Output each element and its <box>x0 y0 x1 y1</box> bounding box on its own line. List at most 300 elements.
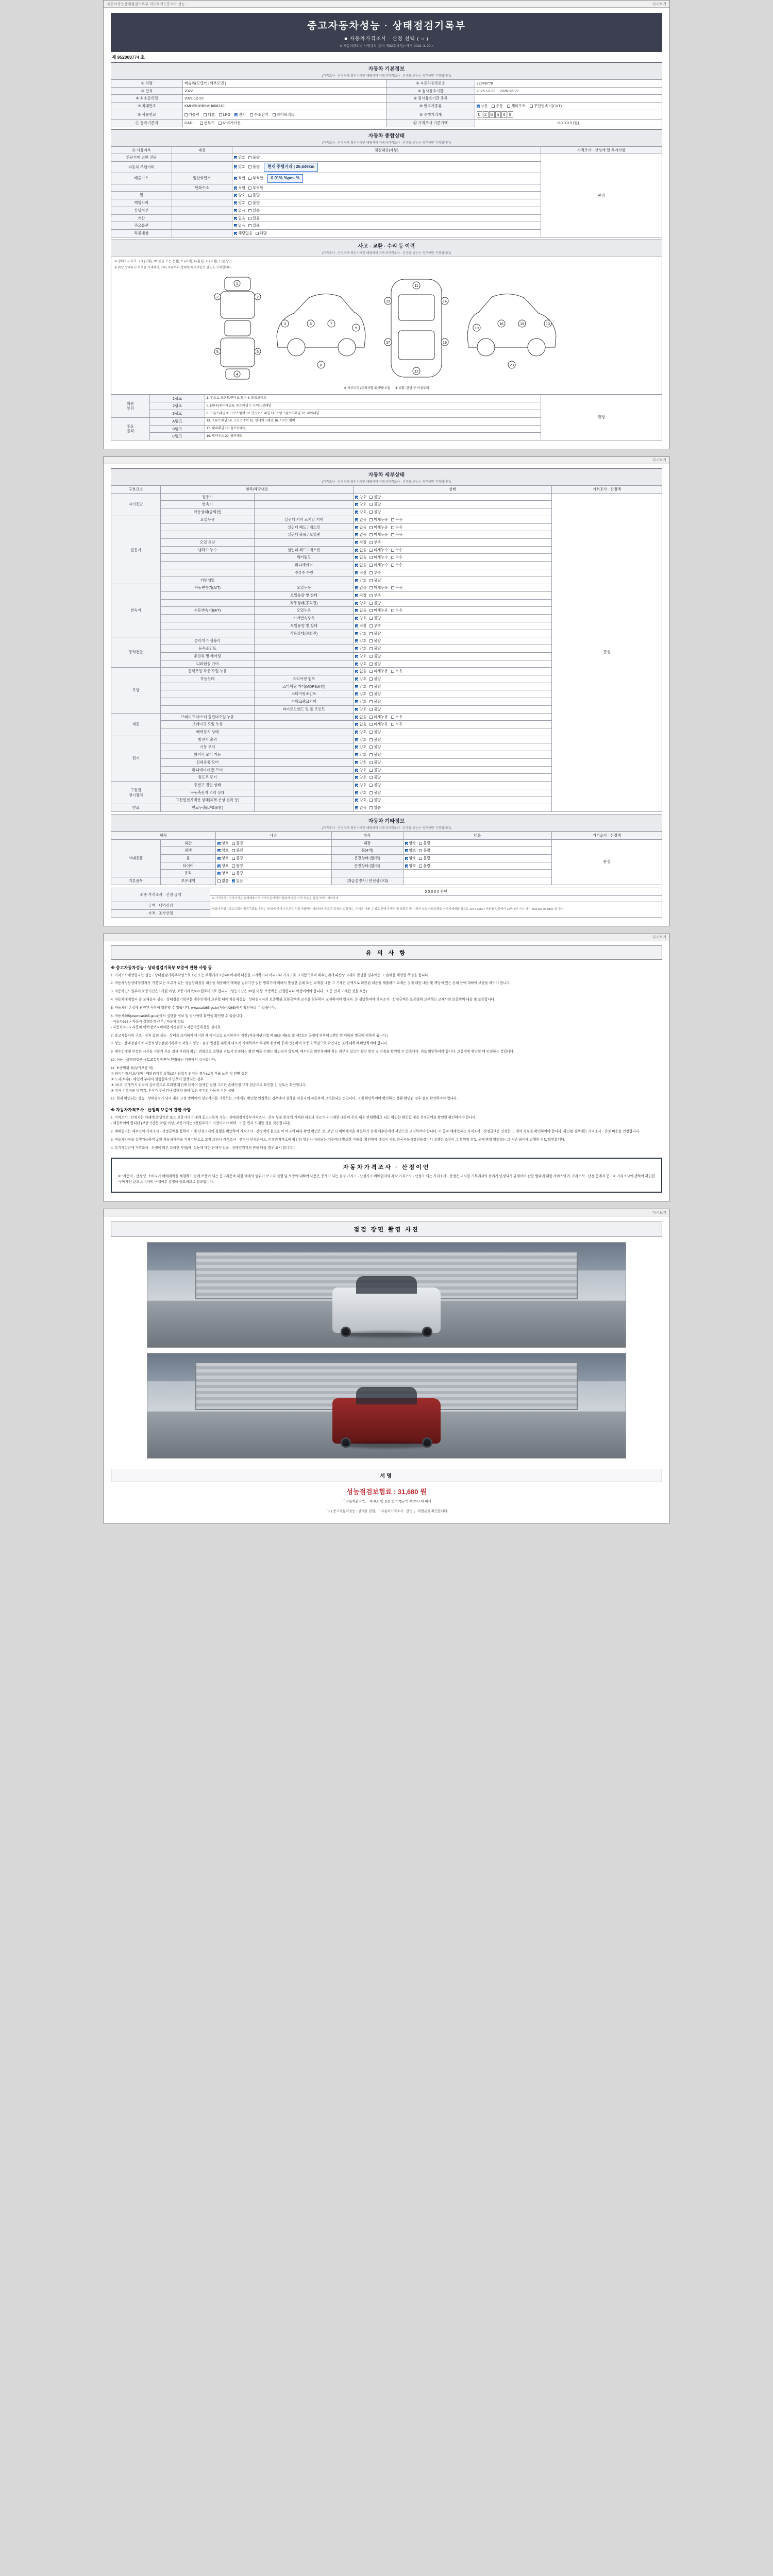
checkbox-icon[interactable] <box>530 105 533 108</box>
detail-options[interactable] <box>354 782 552 789</box>
etc-options[interactable] <box>216 870 331 877</box>
checkbox-icon[interactable] <box>369 745 373 749</box>
option-양호[interactable] <box>355 616 366 621</box>
option-누수[interactable] <box>391 555 402 560</box>
option-양호[interactable] <box>355 737 366 742</box>
checkbox-icon[interactable] <box>355 518 358 521</box>
checkbox-icon[interactable] <box>234 201 237 205</box>
option-불량[interactable] <box>232 863 243 869</box>
checkbox-icon[interactable] <box>248 201 251 205</box>
checkbox-icon[interactable] <box>355 496 358 499</box>
option-양호[interactable] <box>355 631 366 636</box>
overall-options[interactable] <box>232 173 541 184</box>
option-누수[interactable] <box>391 563 402 568</box>
option-미세누유[interactable] <box>369 525 388 530</box>
option-불량[interactable] <box>419 863 430 869</box>
option-없음[interactable] <box>355 608 366 613</box>
option-불량[interactable] <box>232 871 243 876</box>
option-불량[interactable] <box>232 856 243 861</box>
option-누유[interactable] <box>391 669 402 674</box>
checkbox-icon[interactable] <box>355 602 358 605</box>
checkbox-icon[interactable] <box>355 632 358 635</box>
checkbox-icon[interactable] <box>369 518 373 521</box>
checkbox-icon[interactable] <box>219 113 222 116</box>
option-없음[interactable] <box>355 563 366 568</box>
checkbox-icon[interactable] <box>232 842 235 845</box>
option-부족[interactable] <box>369 540 381 545</box>
checkbox-icon[interactable] <box>234 232 237 235</box>
option-불량[interactable] <box>419 856 430 861</box>
option-없음[interactable] <box>217 878 229 884</box>
checkbox-icon[interactable] <box>369 738 373 741</box>
option-미세누유[interactable] <box>369 532 388 537</box>
etc-options[interactable] <box>216 877 331 885</box>
option-lpg[interactable] <box>219 112 230 117</box>
checkbox-icon[interactable] <box>355 677 358 681</box>
checkbox-icon[interactable] <box>369 556 373 559</box>
checkbox-icon[interactable] <box>248 224 251 227</box>
checkbox-icon[interactable] <box>369 700 373 703</box>
checkbox-icon[interactable] <box>405 842 408 845</box>
option-불량[interactable] <box>369 662 381 667</box>
detail-options[interactable] <box>354 728 552 736</box>
option-없음[interactable] <box>355 669 366 674</box>
detail-options[interactable] <box>354 668 552 675</box>
checkbox-icon[interactable] <box>369 769 373 772</box>
checkbox-icon[interactable] <box>369 761 373 764</box>
option-미세누수[interactable] <box>369 548 388 553</box>
option-양호[interactable] <box>355 775 366 780</box>
checkbox-icon[interactable] <box>369 731 373 734</box>
option-불량[interactable] <box>369 631 381 636</box>
detail-options[interactable] <box>354 562 552 569</box>
checkbox-icon[interactable] <box>355 769 358 772</box>
checkbox-icon[interactable] <box>405 849 408 852</box>
checkbox-icon[interactable] <box>391 533 394 536</box>
detail-options[interactable] <box>354 721 552 728</box>
option-없음[interactable] <box>234 223 245 228</box>
checkbox-icon[interactable] <box>369 579 373 582</box>
overall-options[interactable] <box>232 199 541 207</box>
checkbox-icon[interactable] <box>391 670 394 673</box>
checkbox-icon[interactable] <box>419 842 422 845</box>
option-양호[interactable] <box>217 863 229 869</box>
detail-options[interactable] <box>354 554 552 562</box>
option-양호[interactable] <box>234 200 245 206</box>
option-없음[interactable] <box>355 525 366 530</box>
checkbox-icon[interactable] <box>355 564 358 567</box>
checkbox-icon[interactable] <box>369 526 373 529</box>
etc-options[interactable] <box>216 855 331 862</box>
option-양호[interactable] <box>355 783 366 788</box>
checkbox-icon[interactable] <box>248 165 251 168</box>
option-양호[interactable] <box>355 691 366 697</box>
option-적합[interactable] <box>234 185 245 191</box>
option-양호[interactable] <box>355 699 366 704</box>
etc-options[interactable] <box>216 839 331 847</box>
detail-options[interactable] <box>354 539 552 547</box>
option-적정[interactable] <box>355 623 366 629</box>
option-hybrid[interactable] <box>273 112 295 117</box>
option-불량[interactable] <box>419 841 430 846</box>
checkbox-icon[interactable] <box>217 842 221 845</box>
checkbox-icon[interactable] <box>369 639 373 642</box>
detail-options[interactable] <box>354 493 552 501</box>
checkbox-icon[interactable] <box>217 849 221 852</box>
checkbox-icon[interactable] <box>355 692 358 696</box>
option-불량[interactable] <box>232 848 243 853</box>
detail-options[interactable] <box>354 743 552 751</box>
etc-options2[interactable] <box>403 862 552 870</box>
checkbox-icon[interactable] <box>234 224 237 227</box>
option-누유[interactable] <box>391 517 402 522</box>
checkbox-icon[interactable] <box>369 776 373 779</box>
checkbox-icon[interactable] <box>234 165 237 168</box>
checkbox-icon[interactable] <box>234 217 237 220</box>
option-양호[interactable] <box>355 768 366 773</box>
option-양호[interactable] <box>355 502 366 507</box>
option-양호[interactable] <box>355 662 366 667</box>
checkbox-icon[interactable] <box>232 849 235 852</box>
option-미세누유[interactable] <box>369 608 388 613</box>
etc-options2[interactable] <box>403 847 552 855</box>
checkbox-icon[interactable] <box>234 209 237 212</box>
option-누유[interactable] <box>391 608 402 613</box>
option-있음[interactable] <box>369 805 381 810</box>
option-미세누유[interactable] <box>369 517 388 522</box>
option-불량[interactable] <box>369 737 381 742</box>
etc-options2[interactable] <box>403 839 552 847</box>
checkbox-icon[interactable] <box>248 209 251 212</box>
option-불량[interactable] <box>369 752 381 757</box>
option-양호[interactable] <box>355 798 366 803</box>
option-양호[interactable] <box>355 707 366 712</box>
checkbox-icon[interactable] <box>419 865 422 868</box>
option-있음[interactable] <box>248 208 260 213</box>
inspection-photo-2[interactable] <box>147 1353 626 1459</box>
option-불량[interactable] <box>369 578 381 583</box>
option-불량[interactable] <box>369 495 381 500</box>
option-sunroof[interactable] <box>200 121 215 126</box>
detail-options[interactable] <box>354 789 552 796</box>
detail-options[interactable] <box>354 736 552 743</box>
option-불량[interactable] <box>232 841 243 846</box>
checkbox-icon[interactable] <box>355 799 358 802</box>
checkbox-icon[interactable] <box>248 187 251 190</box>
detail-options[interactable] <box>354 637 552 645</box>
checkbox-icon[interactable] <box>477 105 480 108</box>
checkbox-icon[interactable] <box>369 624 373 628</box>
option-불량[interactable] <box>369 601 381 606</box>
option-양호[interactable] <box>355 646 366 651</box>
checkbox-icon[interactable] <box>391 556 394 559</box>
option-auto[interactable] <box>477 104 488 109</box>
checkbox-icon[interactable] <box>369 723 373 726</box>
option-미세누수[interactable] <box>369 563 388 568</box>
checkbox-icon[interactable] <box>234 156 237 159</box>
detail-options[interactable] <box>354 774 552 782</box>
option-불량[interactable] <box>369 510 381 515</box>
overall-options[interactable] <box>232 214 541 222</box>
detail-options[interactable] <box>354 546 552 554</box>
option-해당[interactable] <box>256 231 267 236</box>
option-불량[interactable] <box>369 744 381 750</box>
checkbox-icon[interactable] <box>355 708 358 711</box>
detail-options[interactable] <box>354 501 552 509</box>
detail-options[interactable] <box>354 796 552 804</box>
checkbox-icon[interactable] <box>355 791 358 794</box>
detail-options[interactable] <box>354 523 552 531</box>
detail-options[interactable] <box>354 577 552 584</box>
checkbox-icon[interactable] <box>391 716 394 719</box>
checkbox-icon[interactable] <box>217 879 221 883</box>
detail-options[interactable] <box>354 592 552 600</box>
option-양호[interactable] <box>405 863 416 869</box>
option-불량[interactable] <box>369 783 381 788</box>
option-electric[interactable] <box>234 112 246 117</box>
overall-options[interactable] <box>232 222 541 230</box>
checkbox-icon[interactable] <box>391 518 394 521</box>
option-불량[interactable] <box>369 730 381 735</box>
etc-options[interactable] <box>216 847 331 855</box>
checkbox-icon[interactable] <box>369 609 373 612</box>
option-불량[interactable] <box>369 502 381 507</box>
option-불량[interactable] <box>369 684 381 689</box>
checkbox-icon[interactable] <box>369 708 373 711</box>
option-불량[interactable] <box>369 707 381 712</box>
checkbox-icon[interactable] <box>355 647 358 650</box>
option-양호[interactable] <box>217 841 229 846</box>
checkbox-icon[interactable] <box>369 602 373 605</box>
checkbox-icon[interactable] <box>217 872 221 875</box>
overall-options[interactable] <box>232 162 541 173</box>
checkbox-icon[interactable] <box>391 526 394 529</box>
detail-options[interactable] <box>354 683 552 690</box>
checkbox-icon[interactable] <box>369 791 373 794</box>
option-불량[interactable] <box>369 646 381 651</box>
option-불량[interactable] <box>369 676 381 682</box>
checkbox-icon[interactable] <box>200 122 203 125</box>
option-미세누유[interactable] <box>369 722 388 727</box>
checkbox-icon[interactable] <box>405 857 408 860</box>
detail-options[interactable] <box>354 751 552 759</box>
option-semiauto[interactable] <box>507 104 526 109</box>
option-없음[interactable] <box>355 517 366 522</box>
checkbox-icon[interactable] <box>369 496 373 499</box>
checkbox-icon[interactable] <box>369 647 373 650</box>
checkbox-icon[interactable] <box>355 663 358 666</box>
option-양호[interactable] <box>355 601 366 606</box>
option-manual[interactable] <box>492 104 503 109</box>
checkbox-icon[interactable] <box>391 609 394 612</box>
checkbox-icon[interactable] <box>355 617 358 620</box>
option-누유[interactable] <box>391 525 402 530</box>
checkbox-icon[interactable] <box>355 586 358 589</box>
checkbox-icon[interactable] <box>369 617 373 620</box>
detail-options[interactable] <box>354 615 552 622</box>
option-양호[interactable] <box>405 848 416 853</box>
checkbox-icon[interactable] <box>355 541 358 544</box>
checkbox-icon[interactable] <box>355 549 358 552</box>
overall-options[interactable] <box>232 154 541 162</box>
option-불량[interactable] <box>419 848 430 853</box>
checkbox-icon[interactable] <box>355 556 358 559</box>
checkbox-icon[interactable] <box>369 632 373 635</box>
detail-options[interactable] <box>354 652 552 660</box>
checkbox-icon[interactable] <box>234 177 237 180</box>
fuel-options[interactable] <box>182 110 386 119</box>
detail-options[interactable] <box>354 698 552 706</box>
detail-options[interactable] <box>354 766 552 774</box>
option-있음[interactable] <box>232 878 243 884</box>
option-적합[interactable] <box>234 176 245 181</box>
option-양호[interactable] <box>355 638 366 643</box>
checkbox-icon[interactable] <box>391 723 394 726</box>
option-없음[interactable] <box>355 555 366 560</box>
checkbox-icon[interactable] <box>234 194 237 197</box>
option-불량[interactable] <box>248 200 260 206</box>
overall-options[interactable] <box>232 207 541 214</box>
detail-options[interactable] <box>354 630 552 637</box>
detail-options[interactable] <box>354 758 552 766</box>
checkbox-icon[interactable] <box>248 156 251 159</box>
option-불량[interactable] <box>369 790 381 795</box>
option-없음[interactable] <box>234 208 245 213</box>
checkbox-icon[interactable] <box>355 731 358 734</box>
option-불량[interactable] <box>369 638 381 643</box>
option-불량[interactable] <box>369 768 381 773</box>
checkbox-icon[interactable] <box>419 849 422 852</box>
option-없음[interactable] <box>355 715 366 720</box>
option-양호[interactable] <box>355 495 366 500</box>
detail-options[interactable] <box>354 607 552 615</box>
checkbox-icon[interactable] <box>248 217 251 220</box>
checkbox-icon[interactable] <box>355 624 358 628</box>
option-불량[interactable] <box>248 164 260 170</box>
option-없음[interactable] <box>355 532 366 537</box>
checkbox-icon[interactable] <box>355 738 358 741</box>
checkbox-icon[interactable] <box>355 609 358 612</box>
option-있음[interactable] <box>248 216 260 221</box>
etc-options2[interactable] <box>403 855 552 862</box>
checkbox-icon[interactable] <box>369 571 373 574</box>
transmission-options[interactable] <box>475 103 662 110</box>
checkbox-icon[interactable] <box>369 655 373 658</box>
inspection-photo-1[interactable] <box>147 1242 626 1348</box>
detail-options[interactable] <box>354 516 552 523</box>
checkbox-icon[interactable] <box>355 579 358 582</box>
checkbox-icon[interactable] <box>355 723 358 726</box>
detail-options[interactable] <box>354 713 552 721</box>
option-양호[interactable] <box>355 654 366 659</box>
checkbox-icon[interactable] <box>369 549 373 552</box>
option-양호[interactable] <box>217 848 229 853</box>
detail-options[interactable] <box>354 622 552 630</box>
overall-options[interactable] <box>232 229 541 237</box>
detail-options[interactable] <box>354 509 552 516</box>
option-양호[interactable] <box>217 871 229 876</box>
option-미세누유[interactable] <box>369 585 388 590</box>
checkbox-icon[interactable] <box>369 677 373 681</box>
checkbox-icon[interactable] <box>355 526 358 529</box>
option-적정[interactable] <box>355 570 366 575</box>
etc-options2[interactable] <box>403 870 552 877</box>
checkbox-icon[interactable] <box>355 655 358 658</box>
option-불량[interactable] <box>369 760 381 765</box>
option-양호[interactable] <box>355 752 366 757</box>
checkbox-icon[interactable] <box>391 549 394 552</box>
option-양호[interactable] <box>355 676 366 682</box>
option-없음[interactable] <box>355 585 366 590</box>
etc-options[interactable] <box>216 862 331 870</box>
option-누유[interactable] <box>391 722 402 727</box>
checkbox-icon[interactable] <box>250 113 253 116</box>
option-있음[interactable] <box>248 223 260 228</box>
option-양호[interactable] <box>355 684 366 689</box>
detail-options[interactable] <box>354 705 552 713</box>
checkbox-icon[interactable] <box>234 187 237 190</box>
checkbox-icon[interactable] <box>355 594 358 597</box>
checkbox-icon[interactable] <box>355 511 358 514</box>
checkbox-icon[interactable] <box>369 784 373 787</box>
checkbox-icon[interactable] <box>369 564 373 567</box>
checkbox-icon[interactable] <box>391 586 394 589</box>
option-누유[interactable] <box>391 715 402 720</box>
option-양호[interactable] <box>355 744 366 750</box>
checkbox-icon[interactable] <box>355 806 358 809</box>
option-부족[interactable] <box>369 623 381 629</box>
checkbox-icon[interactable] <box>232 879 235 883</box>
checkbox-icon[interactable] <box>273 113 276 116</box>
etc-options2[interactable] <box>403 877 552 885</box>
option-부적합[interactable] <box>248 185 263 191</box>
checkbox-icon[interactable] <box>369 541 373 544</box>
option-양호[interactable] <box>355 730 366 735</box>
option-없음[interactable] <box>234 216 245 221</box>
detail-options[interactable] <box>354 804 552 812</box>
option-미세누수[interactable] <box>369 555 388 560</box>
option-적정[interactable] <box>355 540 366 545</box>
checkbox-icon[interactable] <box>234 113 238 116</box>
option-불량[interactable] <box>248 193 260 198</box>
option-navigation[interactable] <box>219 121 241 126</box>
detail-options[interactable] <box>354 599 552 607</box>
option-양호[interactable] <box>355 510 366 515</box>
option-불량[interactable] <box>369 691 381 697</box>
checkbox-icon[interactable] <box>256 232 259 235</box>
option-양호[interactable] <box>405 841 416 846</box>
option-불량[interactable] <box>369 699 381 704</box>
checkbox-icon[interactable] <box>248 177 251 180</box>
detail-options[interactable] <box>354 660 552 668</box>
overall-options[interactable] <box>232 192 541 199</box>
checkbox-icon[interactable] <box>492 105 495 108</box>
checkbox-icon[interactable] <box>217 857 221 860</box>
checkbox-icon[interactable] <box>217 865 221 868</box>
option-불량[interactable] <box>369 616 381 621</box>
checkbox-icon[interactable] <box>369 503 373 506</box>
checkbox-icon[interactable] <box>355 571 358 574</box>
option-해당없음[interactable] <box>234 231 253 236</box>
checkbox-icon[interactable] <box>219 122 222 125</box>
checkbox-icon[interactable] <box>355 776 358 779</box>
checkbox-icon[interactable] <box>232 872 235 875</box>
option-미세누유[interactable] <box>369 715 388 720</box>
checkbox-icon[interactable] <box>369 670 373 673</box>
detail-options[interactable] <box>354 675 552 683</box>
checkbox-icon[interactable] <box>355 670 358 673</box>
detail-options[interactable] <box>354 645 552 653</box>
